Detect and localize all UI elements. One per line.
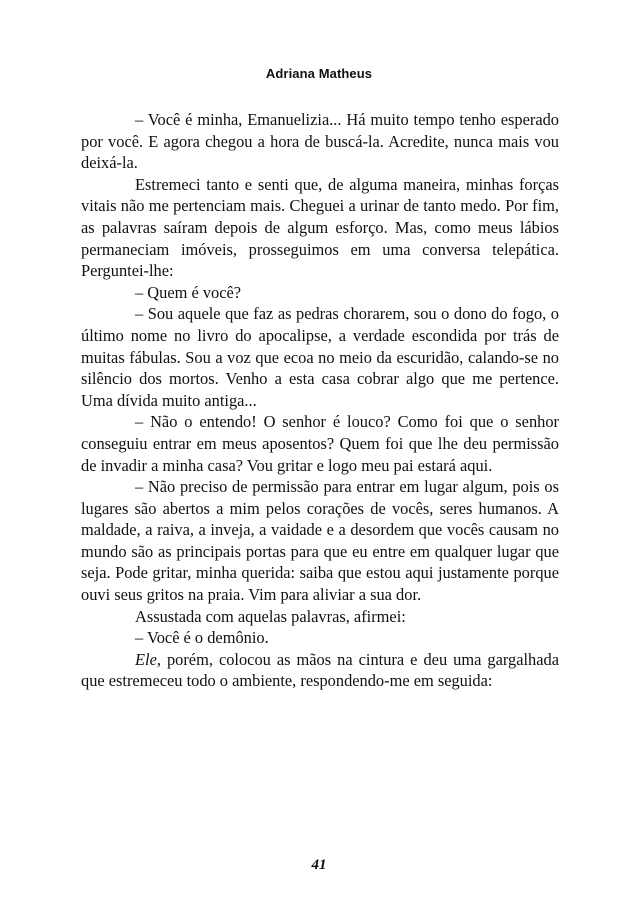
paragraph: – Você é minha, Emanuelizia... Há muito tempo tenho esperado por você. E agora chegou a hora de buscá-la. Acredite, nunca mais vou deixá-la. (81, 110, 559, 173)
paragraph: Estremeci tanto e senti que, de alguma maneira, minhas forças vitais não me pertenciam mais. Cheguei a urinar de tanto medo. Por fim, as palavras saíram depois de algum esforço. Mas, como meus lábios permaneciam imóveis, prosseguimos em uma conversa telepática. Perguntei-lhe: (81, 174, 559, 281)
paragraph: – Você é o demônio. (135, 628, 269, 648)
page-number: 41 (311, 857, 327, 873)
paragraph: – Não preciso de permissão para entrar em lugar algum, pois os lugares são abertos a mim pelos corações de vocês, seres humanos. A maldade, a raiva, a inveja, a vaidade e a desordem que vocês causam no mundo são as principais portas para que eu entre em qualquer lugar que seja. Pode gritar, minha querida: saiba que estou aqui justamente porque ouvi seus gritos na praia. Vim para aliviar a sua dor. (81, 477, 559, 605)
paragraph-rest: , porém, colocou as mãos na cintura e deu uma gargalhada que estremeceu todo o ambiente, respondendo-me em seguida: (81, 649, 559, 691)
paragraph: – Sou aquele que faz as pedras chorarem, sou o dono do fogo, o último nome no livro do apocalipse, a verdade escondida por trás de muitas fábulas. Sou a voz que ecoa no meio da escuridão, calando-se no silêncio dos mortos. Venho a esta casa cobrar algo que me pertence. Uma dívida muito antiga... (81, 304, 559, 410)
paragraph: Assustada com aquelas palavras, afirmei: (135, 606, 406, 626)
paragraph: – Não o entendo! O senhor é louco? Como foi que o senhor conseguiu entrar em meus aposentos? Quem foi que lhe deu permissão de invadir a minha casa? Vou gritar e logo meu pai estará aqui. (81, 412, 559, 475)
paragraph (81, 649, 559, 692)
italic-lead: Ele (135, 649, 157, 669)
running-head-author: Adriana Matheus (265, 66, 373, 81)
paragraph: – Quem é você? (135, 282, 242, 302)
body-text (81, 109, 559, 692)
